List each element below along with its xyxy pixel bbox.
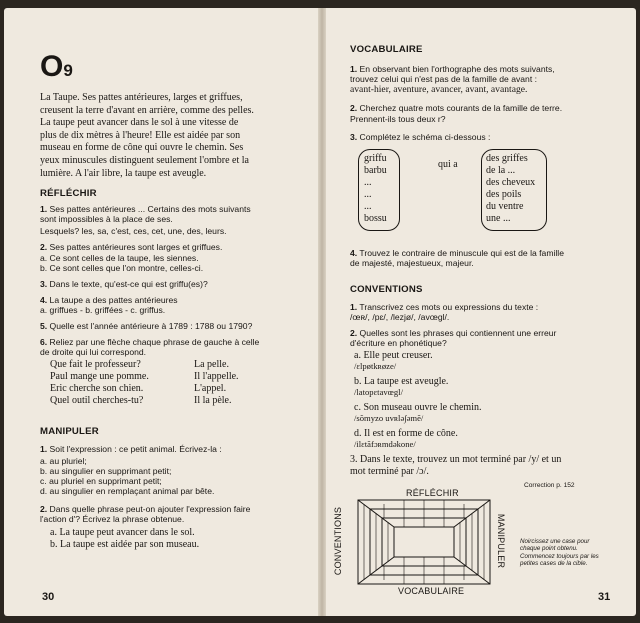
match-right-item: La pelle. bbox=[194, 359, 229, 370]
diagram-label-top: RÉFLÉCHIR bbox=[406, 488, 459, 498]
diagram-note-line: Noircissez une case pour bbox=[520, 538, 590, 545]
question-line: a. griffues - b. griffées - c. griffus. bbox=[40, 305, 166, 315]
schema-left-word: bossu bbox=[364, 213, 387, 224]
diagram-note-line: chaque point obtenu. bbox=[520, 545, 578, 553]
question-line: 2. Ses pattes antérieures sont larges et griffues. bbox=[40, 242, 223, 252]
question-line: 3. Complétez le schéma ci-dessous : bbox=[350, 132, 491, 142]
question-line: 1. En observant bien l'orthographe des mots suivants, bbox=[350, 64, 555, 74]
schema-right-word: une ... bbox=[486, 213, 511, 224]
match-right-item: Il l'appelle. bbox=[194, 371, 239, 382]
question-line: 3. Dans le texte, qu'est-ce qui est griffu(es)? bbox=[40, 279, 208, 289]
manipuler-sentence: b. La taupe est aidée par son museau. bbox=[50, 539, 200, 550]
right-page bbox=[326, 8, 636, 616]
phonetic-line: /latopɛtavœgl/ bbox=[354, 387, 403, 397]
diagram-label-right: MANIPULER bbox=[496, 513, 507, 569]
schema-left-word: barbu bbox=[364, 165, 387, 176]
correction-reference: Correction p. 152 bbox=[524, 482, 575, 489]
match-left-item: Que fait le professeur? bbox=[50, 359, 141, 370]
schema-left-word: ... bbox=[364, 189, 372, 200]
diagram-label-left: CONVENTIONS bbox=[333, 506, 344, 576]
match-left-item: Paul mange une pomme. bbox=[50, 371, 149, 382]
diagram-note-line: Commencez toujours par les bbox=[520, 552, 599, 560]
schema-middle-text: qui a bbox=[438, 159, 458, 170]
manipuler-sentence: a. La taupe peut avancer dans le sol. bbox=[50, 527, 195, 538]
question-line: 1. Soit l'expression : ce petit animal. Écrivez-la : bbox=[40, 444, 222, 454]
exercise-title: O9 bbox=[40, 50, 72, 83]
book-spread bbox=[4, 8, 636, 616]
reflechir-heading: RÉFLÉCHIR bbox=[40, 188, 97, 199]
phonetic-line: /ilɛtãfɔʀmdəkone/ bbox=[354, 439, 416, 449]
question-line: b. Ce sont celles que l'on montre, celles-ci. bbox=[40, 263, 204, 273]
intro-line: plus de dix mètres à l'heure! Elle est aidée par son bbox=[40, 129, 241, 141]
book-gutter bbox=[318, 8, 326, 616]
question-line: d'écriture en phonétique? bbox=[350, 338, 447, 348]
schema-right-word: des poils bbox=[486, 189, 522, 200]
question-line: 1. Ses pattes antérieures ... Certains des mots suivants bbox=[40, 204, 251, 214]
question-line: 2. Dans quelle phrase peut-on ajouter l'expression faire bbox=[40, 504, 251, 514]
question-line: 5. Quelle est l'année antérieure à 1789 : 1788 ou 1790? bbox=[40, 321, 253, 331]
intro-line: museau en forme de cône qui ouvre le chemin. Ses bbox=[40, 142, 244, 154]
vocabulaire-heading: VOCABULAIRE bbox=[350, 44, 423, 55]
intro-line: creusent la terre d'avant en arrière, comme des pelles. bbox=[40, 104, 254, 116]
schema-left-word: ... bbox=[364, 201, 372, 212]
question-line: a. au pluriel; bbox=[40, 456, 87, 466]
diagram-note-line: petites cases de la cible. bbox=[520, 560, 588, 568]
question-line: sont impossibles à la place de ses. bbox=[40, 214, 173, 224]
question-line: mot terminé par /ɔ/. bbox=[350, 465, 429, 477]
page-number-right: 31 bbox=[598, 591, 611, 603]
question-line: de droite qui lui correspond. bbox=[40, 347, 147, 357]
score-target-diagram bbox=[344, 490, 507, 594]
question-line: 2. Quelles sont les phrases qui contiennent une erreur bbox=[350, 328, 557, 338]
phonetic-line: /ɛlpøtkʀøze/ bbox=[354, 361, 397, 371]
question-line: l'action d'? Écrivez la phrase obtenue. bbox=[40, 514, 185, 524]
question-line: b. au singulier en supprimant petit; bbox=[40, 466, 172, 476]
manipuler-heading: MANIPULER bbox=[40, 426, 99, 437]
question-line: 2. Cherchez quatre mots courants de la famille de terre. bbox=[350, 103, 563, 113]
question-line: a. Ce sont celles de la taupe, les siennes. bbox=[40, 253, 199, 263]
intro-line: La Taupe. Ses pattes antérieures, larges et griffues, bbox=[40, 92, 243, 103]
question-line: 3. Dans le texte, trouvez un mot terminé par /y/ et un bbox=[350, 454, 562, 465]
question-line: Lesquels? les, sa, c'est, ces, cet, une, des, leurs. bbox=[40, 226, 227, 236]
phonetic-line: a. Elle peut creuser. bbox=[354, 350, 433, 361]
intro-line: La taupe peut avancer dans le sol à une vitesse de bbox=[40, 117, 239, 129]
question-line: /œʀ/, /pɛ/, /lezjø/, /avœgl/. bbox=[350, 312, 450, 322]
question-line: 4. Trouvez le contraire de minuscule qui est de la famille bbox=[350, 248, 565, 258]
match-left-item: Eric cherche son chien. bbox=[50, 383, 144, 394]
schema-right-word: de la ... bbox=[486, 165, 516, 176]
question-line: d. au singulier en remplaçant animal par bête. bbox=[40, 486, 215, 496]
intro-line: lumière. A l'air libre, la taupe est aveugle. bbox=[40, 167, 207, 179]
question-line: trouvez celui qui n'est pas de la famille de avant : bbox=[350, 74, 537, 84]
match-left-item: Quel outil cherches-tu? bbox=[50, 395, 144, 406]
page-number-left: 30 bbox=[42, 591, 55, 603]
left-page bbox=[4, 8, 318, 616]
phonetic-line: /sõmyzo uvʀlə∫əmẽ/ bbox=[354, 413, 424, 423]
schema-right-word: des cheveux bbox=[486, 177, 536, 188]
intro-line: yeux minuscules distinguent seulement l'ombre et la bbox=[40, 155, 249, 166]
phonetic-line: b. La taupe est aveugle. bbox=[354, 376, 449, 387]
question-line: avant-hier, aventure, avancer, avant, avantage. bbox=[350, 84, 528, 95]
schema-right-word: du ventre bbox=[486, 201, 524, 212]
question-line: de majesté, majestueux, majeur. bbox=[350, 258, 474, 269]
question-line: 1. Transcrivez ces mots ou expressions du texte : bbox=[350, 302, 539, 312]
phonetic-line: d. Il est en forme de cône. bbox=[354, 428, 458, 439]
diagram-label-bottom: VOCABULAIRE bbox=[398, 586, 465, 596]
phonetic-line: c. Son museau ouvre le chemin. bbox=[354, 402, 482, 413]
question-line: 6. Reliez par une flèche chaque phrase de gauche à celle bbox=[40, 337, 260, 347]
conventions-heading: CONVENTIONS bbox=[350, 284, 423, 295]
match-right-item: Il la pèle. bbox=[194, 395, 232, 406]
question-line: c. au pluriel en supprimant petit; bbox=[40, 476, 162, 486]
question-line: Prennent-ils tous deux r? bbox=[350, 114, 446, 124]
match-right-item: L'appel. bbox=[194, 383, 227, 394]
question-line: 4. La taupe a des pattes antérieures bbox=[40, 295, 178, 305]
schema-right-word: des griffes bbox=[486, 153, 528, 164]
schema-left-word: griffu bbox=[364, 153, 387, 164]
schema-left-word: ... bbox=[364, 177, 372, 188]
